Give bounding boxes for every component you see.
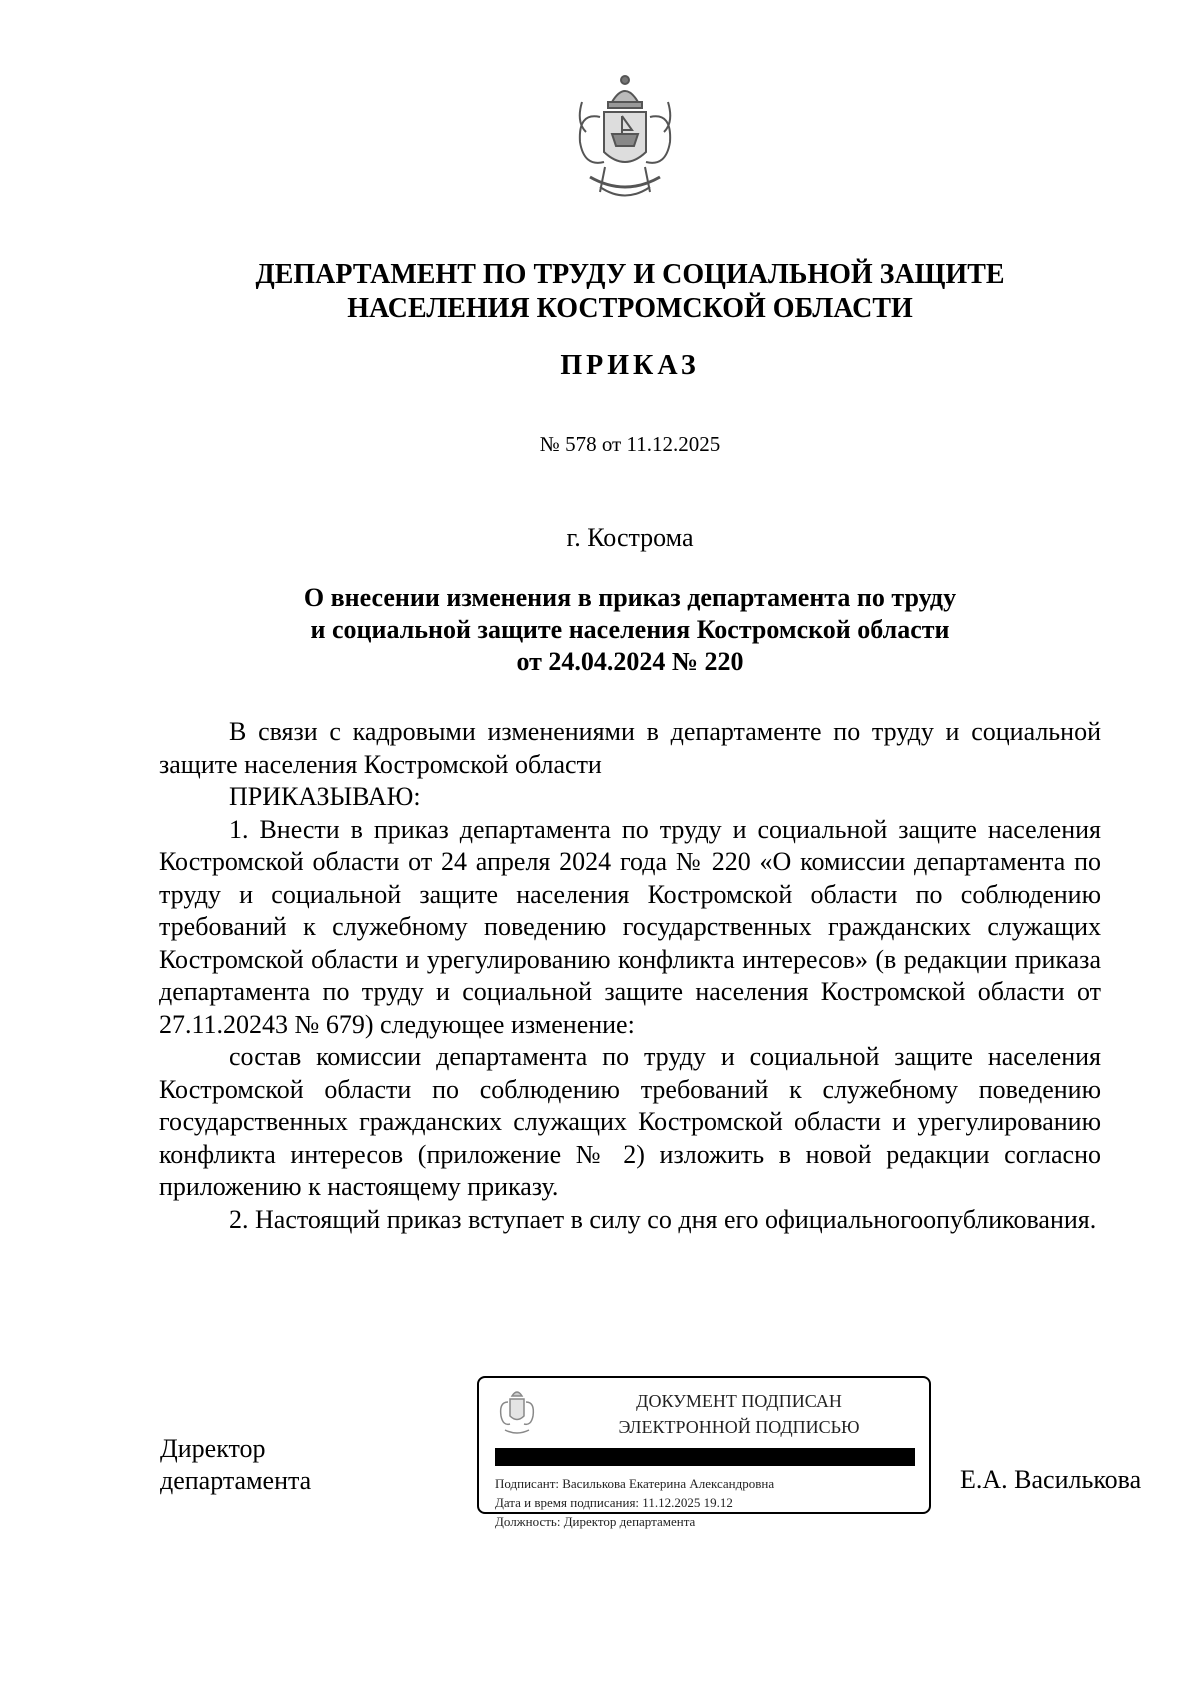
stamp-redaction-bar bbox=[495, 1448, 915, 1466]
body-paragraph-preamble: В связи с кадровыми изменениями в департаменте по труду и социальной защите населения Костромской области bbox=[159, 717, 1101, 779]
signer-position-line1: Директор bbox=[160, 1434, 266, 1463]
document-type: ПРИКАЗ bbox=[560, 350, 700, 381]
stamp-details bbox=[495, 1474, 774, 1531]
kostroma-coat-of-arms-icon bbox=[560, 72, 690, 212]
coat-of-arms-icon bbox=[495, 1386, 539, 1438]
department-title-line1: ДЕПАРТАМЕНТ ПО ТРУДУ И СОЦИАЛЬНОЙ ЗАЩИТЕ bbox=[255, 259, 1005, 290]
signer-position-line2: департамента bbox=[160, 1466, 312, 1495]
subject-line3: от 24.04.2024 № 220 bbox=[516, 647, 744, 676]
stamp-signer: Подписант: Василькова Екатерина Александровна bbox=[495, 1476, 775, 1491]
stamp-caption bbox=[559, 1388, 919, 1440]
stamp-caption-line2: ЭЛЕКТРОННОЙ ПОДПИСЬЮ bbox=[618, 1417, 860, 1437]
body-paragraph-composition: состав комиссии департамента по труду и социальной защите населения Костромской области по соблюдению требований к служебному поведению государственных гражданских служащих Костромской области и урегулированию конфликта интересов (приложение № 2) изложить в новой редакции согласно приложению к настоящему приказу. bbox=[159, 1042, 1101, 1201]
stamp-position: Должность: Директор департамента bbox=[495, 1514, 696, 1529]
signer-name: Е.А. Василькова bbox=[960, 1465, 1142, 1494]
department-title bbox=[150, 258, 1110, 326]
stamp-caption-line1: ДОКУМЕНТ ПОДПИСАН bbox=[636, 1391, 842, 1411]
electronic-signature-stamp bbox=[477, 1376, 931, 1529]
body-paragraph-item-1: 1. Внести в приказ департамента по труду и социальной защите населения Костромской области от 24 апреля 2024 года № 220 «О комиссии департамента по труду и социальной защите населения Костромской области по соблюдению требований к служебному поведению государственных гражданских служащих Костромской области и урегулированию конфликта интересов» (в редакции приказа департамента по труду и социальной защите населения Костромской области от 27.11.20243 № 679) следующее изменение: bbox=[159, 814, 1101, 1039]
stamp-datetime: Дата и время подписания: 11.12.2025 19.12 bbox=[495, 1495, 733, 1510]
order-number: № 578 от 11.12.2025 bbox=[539, 432, 721, 456]
department-title-line2: НАСЕЛЕНИЯ КОСТРОМСКОЙ ОБЛАСТИ bbox=[347, 293, 913, 324]
subject-line2: и социальной защите населения Костромской области bbox=[310, 615, 950, 644]
body-paragraph-item-2: 2. Настоящий приказ вступает в силу со дня его официальногоопубликования. bbox=[229, 1204, 1097, 1234]
signer-position bbox=[160, 1433, 311, 1497]
order-subject bbox=[150, 582, 1110, 678]
order-body bbox=[159, 716, 1101, 1236]
body-paragraph-order-word: ПРИКАЗЫВАЮ: bbox=[229, 782, 421, 811]
subject-line1: О внесении изменения в приказ департамента по труду bbox=[303, 583, 957, 612]
city: г. Кострома bbox=[566, 523, 694, 552]
